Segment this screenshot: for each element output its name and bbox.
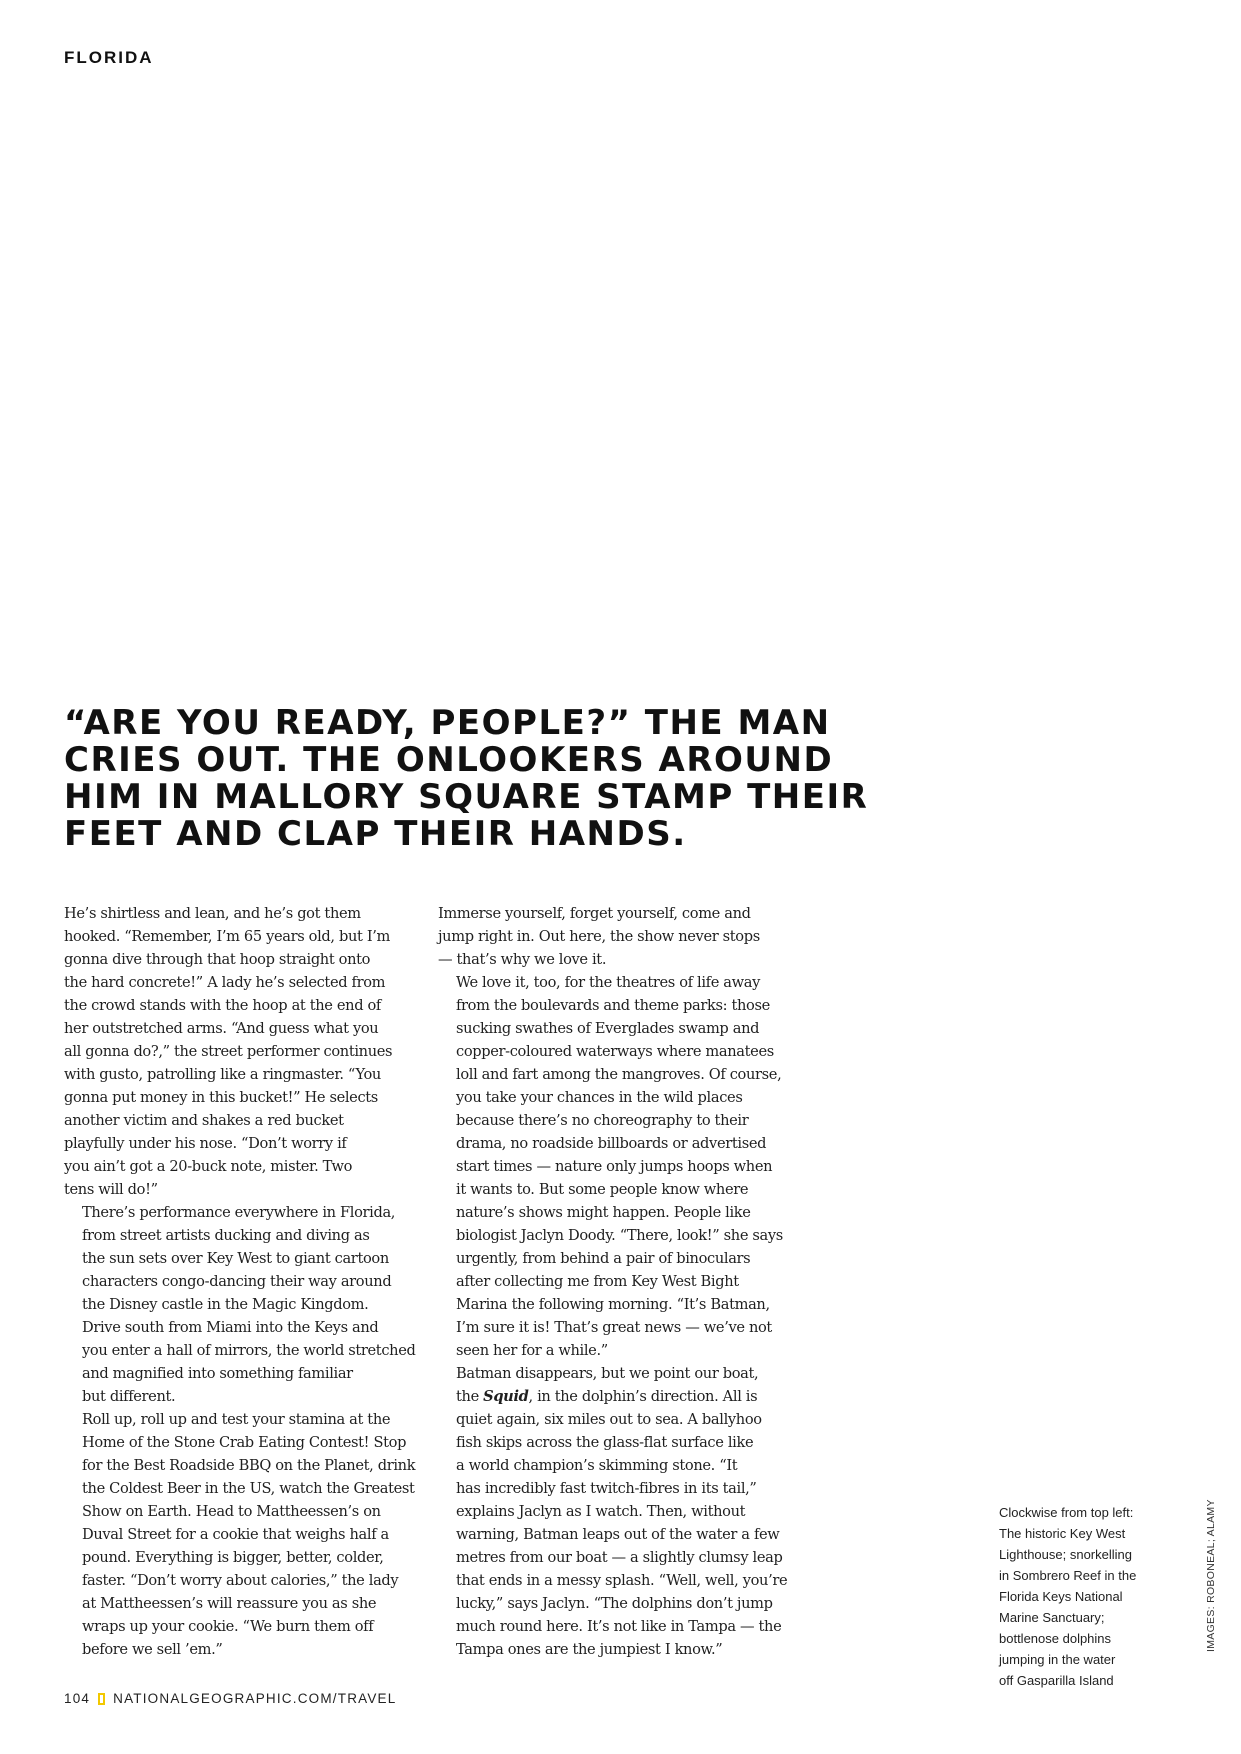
text-line: We love it, too, for the theatres of life away [456,974,761,991]
text-line: loll and fart among the mangroves. Of course, [456,1066,782,1083]
text-line: after collecting me from Key West Bight [456,1273,739,1290]
text-line: explains Jaclyn as I watch. Then, without [456,1503,746,1520]
text-line: before we sell ’em.” [82,1641,223,1658]
body-column-1 [64,902,414,1661]
text-line: and magnified into something familiar [82,1365,353,1382]
text-block [438,1408,788,1661]
text-line: jumping in the water [999,1652,1116,1667]
text-line: you enter a hall of mirrors, the world stretched [82,1342,416,1359]
body-column-2 [438,902,788,1661]
text-line: copper-coloured waterways where manatees [456,1043,774,1060]
text-line: Duval Street for a cookie that weighs half a [82,1526,389,1543]
text-line: jump right in. Out here, the show never stops [438,928,760,945]
text-line: Lighthouse; snorkelling [999,1547,1132,1562]
text-line [438,1385,788,1408]
text-line: urgently, from behind a pair of binoculars [456,1250,751,1267]
text-line: off Gasparilla Island [999,1673,1114,1688]
page-footer [64,1691,396,1706]
text-line: tens will do!” [64,1181,158,1198]
text-line: There’s performance everywhere in Florida, [82,1204,396,1221]
text-line: has incredibly fast twitch-fibres in its tail,” [456,1480,757,1497]
text-line: Show on Earth. Head to Mattheessen’s on [82,1503,381,1520]
headline [64,703,869,854]
text-line: with gusto, patrolling like a ringmaster. “You [64,1066,381,1083]
section-label: FLORIDA [64,48,154,67]
text-line: seen her for a while.” [456,1342,608,1359]
text-line: that ends in a messy splash. “Well, well, you’re [456,1572,788,1589]
text-line: you ain’t got a 20-buck note, mister. Two [64,1158,353,1175]
text-line: fish skips across the glass-flat surface like [456,1434,754,1451]
text-line: nature’s shows might happen. People like [456,1204,751,1221]
text-line: the crowd stands with the hoop at the end of [64,997,381,1014]
text-line: in Sombrero Reef in the [999,1568,1137,1583]
headline-line: HIM IN MALLORY SQUARE STAMP THEIR [64,777,869,817]
text-line: but different. [82,1388,176,1405]
text-line: from street artists ducking and diving as [82,1227,370,1244]
text-line: metres from our boat — a slightly clumsy leap [456,1549,783,1566]
footer-url: NATIONALGEOGRAPHIC.COM/TRAVEL [113,1691,397,1706]
paragraph [64,902,414,1201]
paragraph [64,1408,414,1661]
text-line: faster. “Don’t worry about calories,” the lady [82,1572,399,1589]
text-line: Roll up, roll up and test your stamina at the [82,1411,391,1428]
text-line: start times — nature only jumps hoops when [456,1158,773,1175]
text-line: characters congo-dancing their way around [82,1273,392,1290]
text-line: He’s shirtless and lean, and he’s got them [64,905,361,922]
text-line: biologist Jaclyn Doody. “There, look!” she says [456,1227,783,1244]
text-line: the hard concrete!” A lady he’s selected from [64,974,386,991]
nat-geo-logo-icon [98,1693,105,1705]
text-line: it wants to. But some people know where [456,1181,749,1198]
text-line: Home of the Stone Crab Eating Contest! Stop [82,1434,407,1451]
text-line: lucky,” says Jaclyn. “The dolphins don’t jump [456,1595,773,1612]
text-line: the Disney castle in the Magic Kingdom. [82,1296,369,1313]
headline-line: “ARE YOU READY, PEOPLE?” THE MAN [64,703,831,743]
boat-name: Squid [483,1388,529,1405]
text-line: The historic Key West [999,1526,1126,1541]
paragraph [438,902,788,971]
headline-line: FEET AND CLAP THEIR HANDS. [64,814,687,854]
image-credit: IMAGES: ROBONEAL; ALAMY [1205,1499,1217,1652]
text-line: bottlenose dolphins [999,1631,1112,1646]
text-line: gonna dive through that hoop straight onto [64,951,371,968]
text-line: Drive south from Miami into the Keys and [82,1319,379,1336]
text-line: sucking swathes of Everglades swamp and [456,1020,760,1037]
text-line: quiet again, six miles out to sea. A ballyhoo [456,1411,762,1428]
paragraph [438,971,788,1362]
text-line: warning, Batman leaps out of the water a few [456,1526,780,1543]
text-line: pound. Everything is bigger, better, colder, [82,1549,384,1566]
text-line: drama, no roadside billboards or advertised [456,1135,767,1152]
text-line: at Mattheessen’s will reassure you as she [82,1595,377,1612]
text-fragment: , in the dolphin’s direction. All is [528,1388,758,1405]
text-fragment: the [456,1388,484,1405]
text-line: the sun sets over Key West to giant cartoon [82,1250,389,1267]
text-line: from the boulevards and theme parks: those [456,997,770,1014]
text-line: all gonna do?,” the street performer continues [64,1043,393,1060]
text-line: — that’s why we love it. [438,951,607,968]
photo-caption [999,1502,1169,1691]
page-number: 104 [64,1691,91,1706]
text-line: another victim and shakes a red bucket [64,1112,344,1129]
text-line: much round here. It’s not like in Tampa — the [456,1618,782,1635]
text-line: Marina the following morning. “It’s Batman, [456,1296,770,1313]
text-line: I’m sure it is! That’s great news — we’ve not [456,1319,772,1336]
text-line: gonna put money in this bucket!” He selects [64,1089,378,1106]
text-line: wraps up your cookie. “We burn them off [82,1618,374,1635]
text-line: Tampa ones are the jumpiest I know.” [456,1641,723,1658]
text-line: Marine Sanctuary; [999,1610,1105,1625]
text-line: Clockwise from top left: [999,1505,1134,1520]
text-line: the Coldest Beer in the US, watch the Greatest [82,1480,415,1497]
text-line: a world champion’s skimming stone. “It [456,1457,738,1474]
text-line: for the Best Roadside BBQ on the Planet, drink [82,1457,416,1474]
text-line: because there’s no choreography to their [456,1112,749,1129]
text-line: her outstretched arms. “And guess what you [64,1020,379,1037]
text-line: you take your chances in the wild places [456,1089,743,1106]
text-line: Batman disappears, but we point our boat, [456,1365,759,1382]
text-line: Florida Keys National [999,1589,1123,1604]
text-line: playfully under his nose. “Don’t worry if [64,1135,347,1152]
text-line: hooked. “Remember, I’m 65 years old, but I’m [64,928,391,945]
paragraph [438,1362,788,1661]
text-line: Immerse yourself, forget yourself, come and [438,905,751,922]
headline-line: CRIES OUT. THE ONLOOKERS AROUND [64,740,834,780]
paragraph [64,1201,414,1408]
